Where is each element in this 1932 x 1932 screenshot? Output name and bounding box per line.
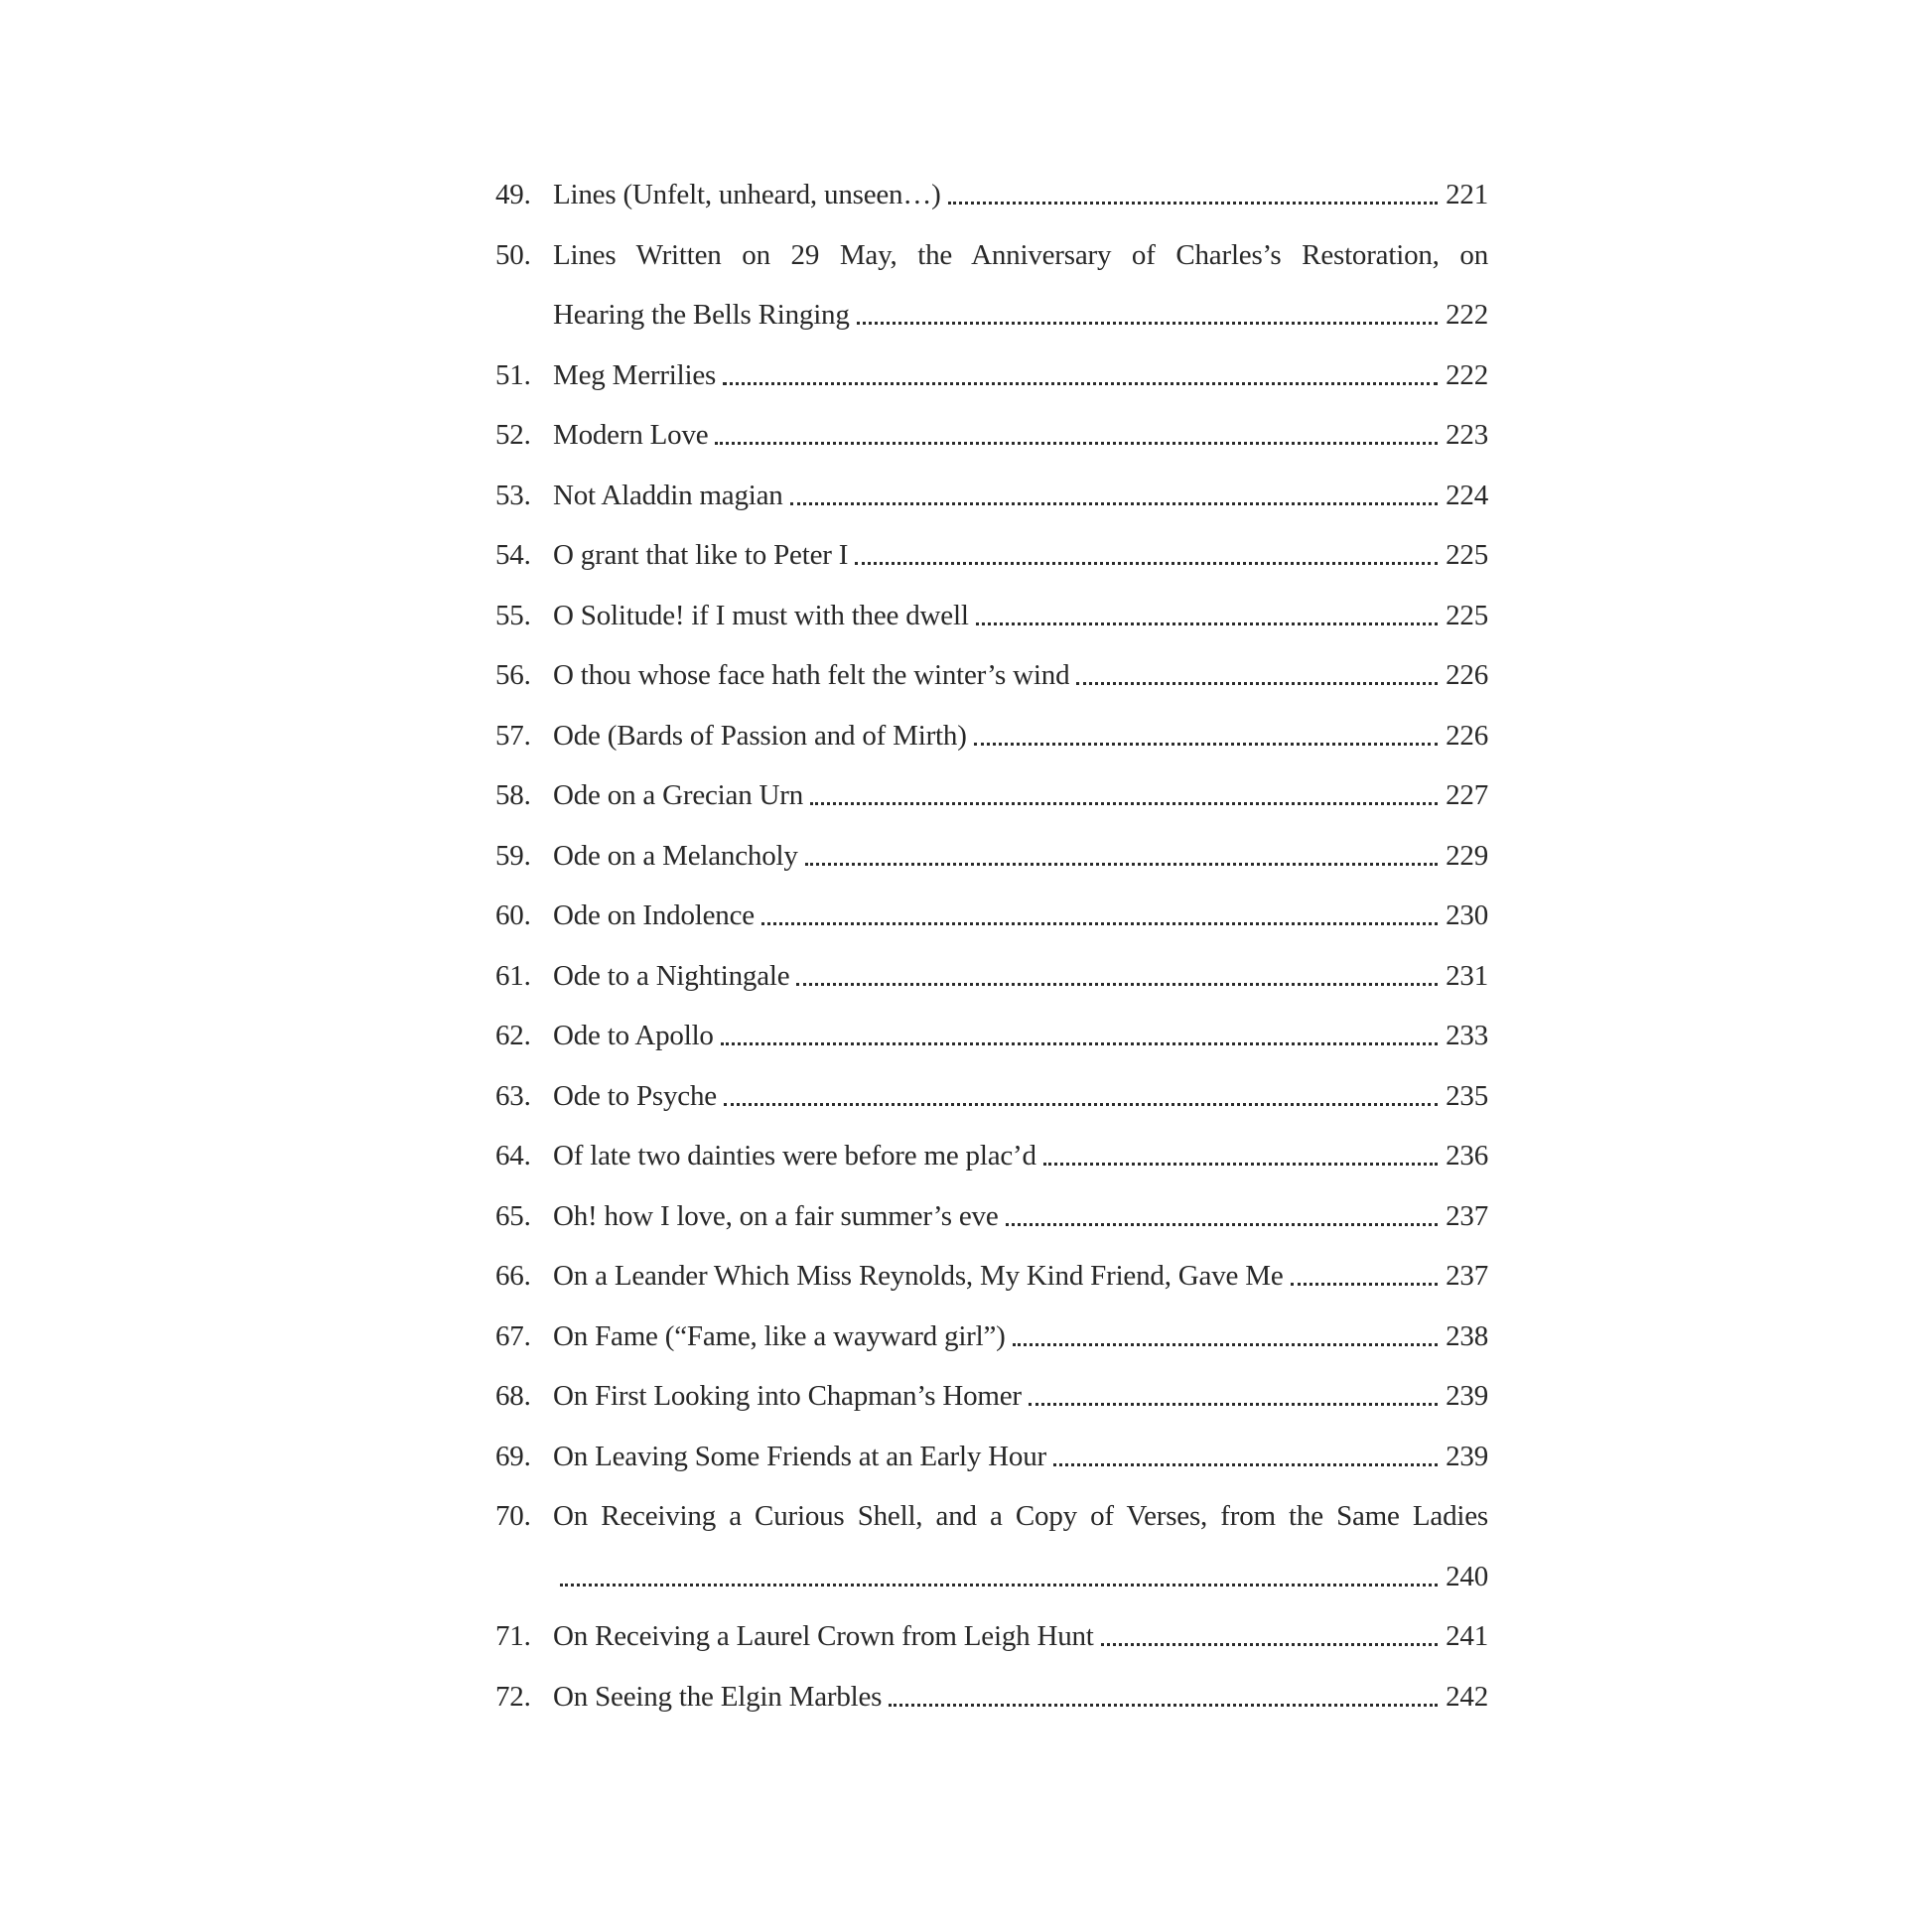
page-number: 235 — [1446, 1079, 1488, 1112]
toc-row — [495, 1066, 1488, 1127]
page-number: 233 — [1446, 1020, 1488, 1051]
toc-entry-title: On Fame (“Fame, like a wayward girl”) — [553, 1319, 1006, 1352]
toc-row — [495, 1427, 1488, 1487]
toc-entry-title: On Seeing the Elgin Marbles — [553, 1680, 883, 1713]
toc-entry-number: 65. — [495, 1199, 531, 1232]
toc-entry-title: Ode to Psyche — [553, 1079, 717, 1112]
toc-row — [495, 645, 1488, 706]
toc-row — [495, 706, 1488, 766]
page-number: 236 — [1446, 1140, 1488, 1172]
toc-entry-title: On Receiving a Curious Shell, and a Copy of Verses, from the Same Ladies — [553, 1500, 1488, 1532]
toc-entry-number: 72. — [495, 1680, 531, 1713]
toc-entry-title: Not Aladdin magian — [553, 479, 783, 511]
dot-leader — [1043, 1126, 1438, 1166]
toc-entry-title: On Receiving a Laurel Crown from Leigh Hunt — [553, 1620, 1094, 1652]
page-number: 226 — [1446, 659, 1488, 691]
page-number: 222 — [1446, 358, 1488, 391]
toc-entry-number: 51. — [495, 358, 531, 391]
toc-entry-number: 55. — [495, 599, 531, 631]
toc-row — [495, 525, 1488, 586]
dot-leader — [857, 285, 1438, 325]
dot-leader — [889, 1667, 1438, 1707]
page-number: 239 — [1446, 1380, 1488, 1412]
dot-leader — [796, 946, 1438, 986]
toc-entry-number: 49. — [495, 179, 531, 210]
toc-entry-title: Ode to a Nightingale — [553, 959, 790, 992]
toc-row — [495, 225, 1488, 286]
page-number: 242 — [1446, 1680, 1488, 1713]
dot-leader — [976, 586, 1438, 625]
toc-row — [495, 165, 1488, 225]
page-number: 226 — [1446, 719, 1488, 752]
toc-entry-title: On a Leander Which Miss Reynolds, My Kind Friend, Gave Me — [553, 1260, 1284, 1292]
toc-entry-title: O thou whose face hath felt the winter’s wind — [553, 659, 1070, 691]
dot-leader — [724, 1066, 1438, 1106]
toc-entry-number: 54. — [495, 539, 531, 571]
toc-row — [495, 1547, 1488, 1607]
page-number: 237 — [1446, 1260, 1488, 1292]
toc-entry-title: Hearing the Bells Ringing — [553, 299, 850, 331]
toc-entry-number: 70. — [495, 1500, 531, 1532]
toc-entry-number: 68. — [495, 1380, 531, 1412]
toc-entry-number: 64. — [495, 1140, 531, 1172]
page-number: 230 — [1446, 899, 1488, 931]
toc-entry-title: Ode on a Melancholy — [553, 839, 798, 872]
toc-row — [495, 405, 1488, 466]
dot-leader — [721, 1006, 1438, 1045]
toc-entry-title: Ode on Indolence — [553, 899, 755, 931]
toc-entry-number: 58. — [495, 779, 531, 811]
dot-leader — [1101, 1606, 1438, 1646]
dot-leader — [560, 1547, 1438, 1587]
toc-entry-title: Modern Love — [553, 419, 709, 451]
toc-entry-number: 63. — [495, 1079, 531, 1112]
toc-row — [495, 285, 1488, 345]
dot-leader — [761, 886, 1438, 925]
page-number: 222 — [1446, 299, 1488, 331]
toc-row — [495, 765, 1488, 826]
page-number: 223 — [1446, 419, 1488, 451]
toc-entry-number: 62. — [495, 1020, 531, 1051]
page-number: 241 — [1446, 1620, 1488, 1652]
dot-leader — [723, 345, 1438, 385]
toc-entry-title: Ode (Bards of Passion and of Mirth) — [553, 719, 967, 752]
toc-row — [495, 345, 1488, 406]
toc-row — [495, 826, 1488, 887]
page-number: 227 — [1446, 779, 1488, 811]
toc-entry-title: Of late two dainties were before me plac’d — [553, 1140, 1036, 1172]
toc-entry-title: O Solitude! if I must with thee dwell — [553, 599, 969, 631]
toc-entry-number: 67. — [495, 1319, 531, 1352]
page-number: 237 — [1446, 1199, 1488, 1232]
toc-entry-title: Lines Written on 29 May, the Anniversary of Charles’s Restoration, on — [553, 238, 1488, 271]
toc-row — [495, 1486, 1488, 1547]
page-number: 240 — [1446, 1560, 1488, 1592]
toc-row — [495, 946, 1488, 1007]
toc-entry-title: Ode on a Grecian Urn — [553, 779, 804, 811]
dot-leader — [805, 826, 1438, 866]
toc-row — [495, 1186, 1488, 1247]
toc-row — [495, 1606, 1488, 1667]
page-number: 225 — [1446, 599, 1488, 631]
toc-entry-title: Meg Merrilies — [553, 358, 717, 391]
toc-entry-number: 71. — [495, 1620, 531, 1652]
toc-row — [495, 1366, 1488, 1427]
dot-leader — [810, 765, 1438, 805]
page-number: 239 — [1446, 1440, 1488, 1472]
dot-leader — [1053, 1427, 1438, 1466]
page-number: 229 — [1446, 839, 1488, 872]
toc-entry-number: 57. — [495, 719, 531, 752]
toc-entry-number: 69. — [495, 1440, 531, 1472]
toc-entry-number: 52. — [495, 419, 531, 451]
dot-leader — [715, 405, 1438, 445]
toc-row — [495, 586, 1488, 646]
toc-entry-title: Ode to Apollo — [553, 1020, 714, 1051]
toc-entry-title: Lines (Unfelt, unheard, unseen…) — [553, 179, 941, 210]
page-number: 225 — [1446, 539, 1488, 571]
toc-row — [495, 1667, 1488, 1727]
toc-entry-title: On First Looking into Chapman’s Homer — [553, 1380, 1022, 1412]
toc-entry-number: 59. — [495, 839, 531, 872]
toc-entry-title: On Leaving Some Friends at an Early Hour — [553, 1440, 1046, 1472]
toc-row — [495, 466, 1488, 526]
toc-entry-number: 50. — [495, 238, 531, 271]
dot-leader — [1291, 1246, 1439, 1286]
dot-leader — [790, 466, 1439, 505]
toc-entry-title: Oh! how I love, on a fair summer’s eve — [553, 1199, 999, 1232]
toc-row — [495, 1006, 1488, 1066]
page-number: 231 — [1446, 959, 1488, 992]
dot-leader — [855, 525, 1438, 565]
toc-entry-number: 60. — [495, 899, 531, 931]
toc-row — [495, 886, 1488, 946]
page-number: 221 — [1446, 179, 1488, 210]
toc-entry-title: O grant that like to Peter I — [553, 539, 849, 571]
dot-leader — [974, 706, 1438, 746]
dot-leader — [1029, 1366, 1438, 1406]
dot-leader — [1006, 1186, 1439, 1226]
toc-row — [495, 1307, 1488, 1367]
toc-entry-number: 53. — [495, 479, 531, 511]
page-number: 238 — [1446, 1319, 1488, 1352]
page-number: 224 — [1446, 479, 1488, 511]
dot-leader — [948, 165, 1438, 205]
toc-row — [495, 1126, 1488, 1186]
dot-leader — [1013, 1307, 1438, 1346]
dot-leader — [1076, 645, 1438, 685]
toc-entry-number: 61. — [495, 959, 531, 992]
toc-row — [495, 1246, 1488, 1307]
table-of-contents — [495, 0, 1488, 1726]
toc-entry-number: 56. — [495, 659, 531, 691]
toc-entry-number: 66. — [495, 1260, 531, 1292]
